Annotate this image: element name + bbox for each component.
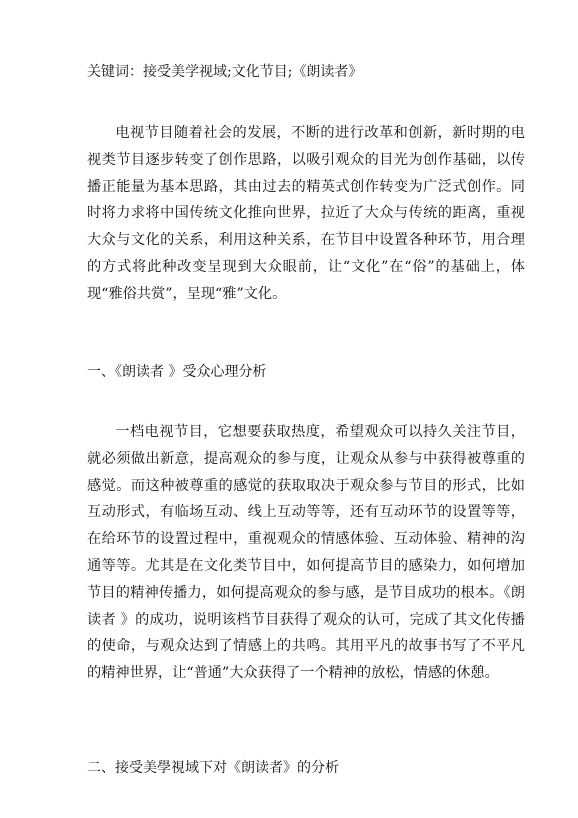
keywords-line: 关键词：接受美学视域;文化节目;《朗读者》 [87,64,363,80]
section-1-paragraph: 一档电视节目，它想要获取热度，希望观众可以持久关注节目，就必须做出新意，提高观众的参与度，让观众从参与中获得被尊重的感觉。而这种被尊重的感觉的获取取决于观众参与节目的形式，比如互动形式，有临场互动、线上互动等等，还有互动环节的设置等等，在给环节的设置过程中，重视观众的情感体验、互动体验、精神的沟通等等。尤其是在文化类节目中，如何提高节目的感染力，如何增加节目的精神传播力，如何提高观众的参与感，是节目成功的根本。《朗读者 》的成功，说明该档节目获得了观众的认可，完成了其文化传播的使命，与观众达到了情感上的共鸣。其用平凡的故事书写了不平凡的精神世界，让“普通”大众获得了一个精神的放松，情感的休憩。 [87,424,525,682]
intro-paragraph: 电视节目随着社会的发展，不断的进行改革和创新，新时期的电视类节目逐步转变了创作思路，以吸引观众的目光为创作基础，以传播正能量为基本思路，其由过去的精英式创作转变为广泛式创作。同时将力求将中国传统文化推向世界，拉近了大众与传统的距离，重视大众与文化的关系，利用这种关系，在节目中设置各种环节，用合理的方式将此种改变呈现到大众眼前，让“文化”在“俗”的基础上，体现“雅俗共赏”，呈现“雅”文化。 [87,125,525,302]
section-1-heading: 一、《朗读者 》受众心理分析 [87,364,267,380]
section-2-heading: 二、接受美學視域下对《朗读者》的分析 [87,760,339,776]
